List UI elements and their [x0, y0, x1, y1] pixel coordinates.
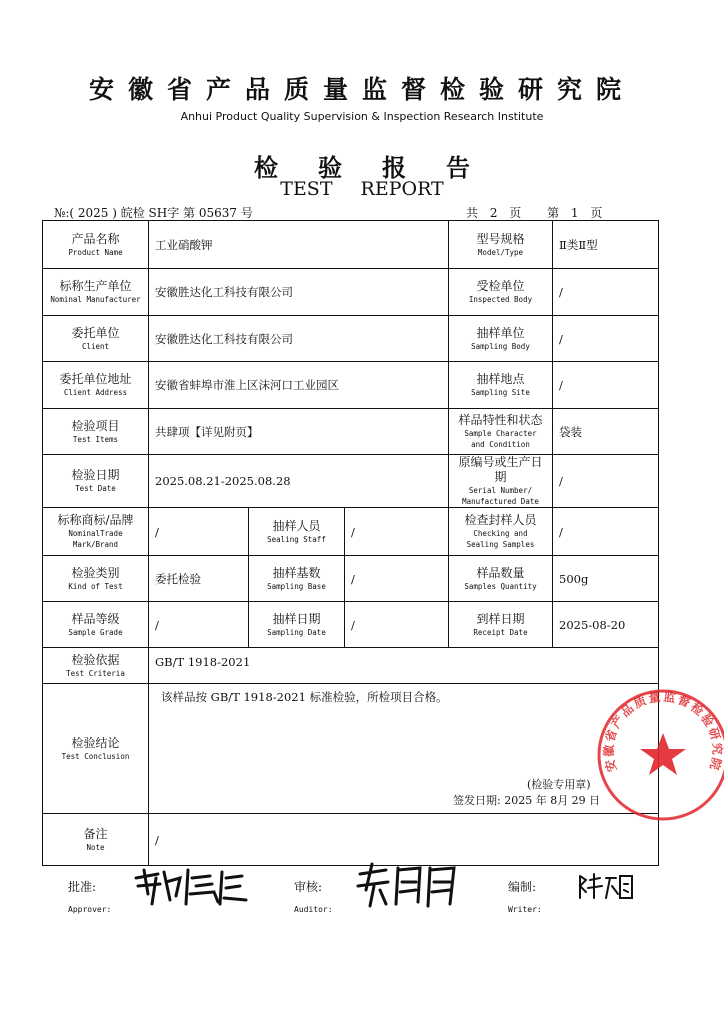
row-product	[43, 221, 659, 269]
checking-samples-label: 检查封样人员 Checking and Sealing Samples	[449, 508, 553, 556]
sealing-staff-value: /	[345, 508, 449, 556]
auditor-block	[294, 878, 333, 914]
inspected-body-value: /	[553, 269, 659, 316]
sealing-staff-label: 抽样人员 Sealing Staff	[249, 508, 345, 556]
approver-block	[68, 878, 111, 914]
auditor-label-en: Auditor:	[294, 905, 333, 914]
manufacturer-value: 安徽胜达化工科技有限公司	[149, 269, 449, 316]
manufacturer-label: 标称生产单位 Nominal Manufacturer	[43, 269, 149, 316]
sampling-body-value: /	[553, 316, 659, 362]
sampling-base-label: 抽样基数 Sampling Base	[249, 556, 345, 602]
row-note	[43, 814, 659, 866]
report-title-en: TEST REPORT	[280, 178, 444, 200]
row-test-items	[43, 409, 659, 455]
sample-grade-label: 样品等级 Sample Grade	[43, 602, 149, 648]
sampling-site-value: /	[553, 362, 659, 409]
row-manufacturer	[43, 269, 659, 316]
institute-name-en: Anhui Product Quality Supervision & Inspection Research Institute	[180, 110, 544, 123]
seal-note: (检验专用章)	[527, 777, 591, 791]
official-seal	[593, 685, 724, 825]
client-address-value: 安徽省蚌埠市淮上区沫河口工业园区	[149, 362, 449, 409]
samples-quantity-value: 500g	[553, 556, 659, 602]
test-items-value: 共肆项【详见附页】	[149, 409, 449, 455]
auditor-signature	[352, 860, 464, 912]
receipt-date-value: 2025-08-20	[553, 602, 659, 648]
kind-of-test-value: 委托检验	[149, 556, 249, 602]
report-number: №:( 2025 ) 皖检 SH字 第 05637 号	[54, 206, 253, 220]
serial-number-value: /	[553, 455, 659, 508]
row-kind	[43, 556, 659, 602]
writer-block	[508, 878, 542, 914]
total-pages: 共 2 页	[466, 206, 522, 220]
report-table	[42, 220, 724, 866]
sample-grade-value: /	[149, 602, 249, 648]
sampling-base-value: /	[345, 556, 449, 602]
client-value: 安徽胜达化工科技有限公司	[149, 316, 449, 362]
sampling-date-value: /	[345, 602, 449, 648]
samples-quantity-label: 样品数量 Samples Quantity	[449, 556, 553, 602]
sampling-site-label: 抽样地点 Sampling Site	[449, 362, 553, 409]
seal-text: 安徽省产品质量监督检验研究院	[601, 689, 724, 773]
note-label: 备注 Note	[43, 814, 149, 866]
writer-label-en: Writer:	[508, 905, 542, 914]
serial-number-label: 原编号或生产日期 Serial Number/ Manufactured Date	[449, 455, 553, 508]
test-date-label: 检验日期 Test Date	[43, 455, 149, 508]
row-criteria	[43, 648, 659, 684]
model-label: 型号规格 Model/Type	[449, 221, 553, 269]
row-test-date	[43, 455, 659, 508]
row-client	[43, 316, 659, 362]
trade-mark-value: /	[149, 508, 249, 556]
approver-signature	[130, 864, 250, 910]
approver-label-en: Approver:	[68, 905, 112, 914]
page-number: 第 1 页	[547, 206, 603, 220]
issue-date: 签发日期: 2025 年 8月 29 日	[453, 793, 601, 807]
row-grade	[43, 602, 659, 648]
model-value: Ⅱ类Ⅱ型	[553, 221, 659, 269]
row-address	[43, 362, 659, 409]
product-name-label: 产品名称 Product Name	[43, 221, 149, 269]
trade-mark-label: 标称商标/品牌 NominalTrade Mark/Brand	[43, 508, 149, 556]
conclusion-label: 检验结论 Test Conclusion	[43, 684, 149, 814]
writer-signature	[576, 870, 636, 902]
row-trade-mark	[43, 508, 659, 556]
institute-name-cn: 安徽省产品质量监督检验研究院	[88, 75, 635, 104]
row-conclusion	[43, 684, 659, 814]
checking-samples-value: /	[553, 508, 659, 556]
report-title-cn: 检验报告	[254, 153, 510, 182]
inspected-body-label: 受检单位 Inspected Body	[449, 269, 553, 316]
conclusion-text: 该样品按 GB/T 1918-2021 标准检验，所检项目合格。	[161, 689, 448, 704]
sampling-date-label: 抽样日期 Sampling Date	[249, 602, 345, 648]
test-date-value: 2025.08.21-2025.08.28	[149, 455, 449, 508]
sample-character-label: 样品特性和状态 Sample Character and Condition	[449, 409, 553, 455]
test-criteria-value: GB/T 1918-2021	[149, 648, 659, 684]
product-name-value: 工业硝酸钾	[149, 221, 449, 269]
note-value: /	[149, 814, 659, 866]
sampling-body-label: 抽样单位 Sampling Body	[449, 316, 553, 362]
approver-label: 批准:	[68, 880, 97, 894]
page-info	[466, 204, 616, 221]
test-items-label: 检验项目 Test Items	[43, 409, 149, 455]
conclusion-cell	[149, 684, 724, 814]
test-criteria-label: 检验依据 Test Criteria	[43, 648, 149, 684]
kind-of-test-label: 检验类别 Kind of Test	[43, 556, 149, 602]
client-label: 委托单位 Client	[43, 316, 149, 362]
receipt-date-label: 到样日期 Receipt Date	[449, 602, 553, 648]
writer-label: 编制:	[508, 880, 537, 894]
auditor-label: 审核:	[294, 880, 323, 894]
client-address-label: 委托单位地址 Client Address	[43, 362, 149, 409]
sample-character-value: 袋装	[553, 409, 659, 455]
